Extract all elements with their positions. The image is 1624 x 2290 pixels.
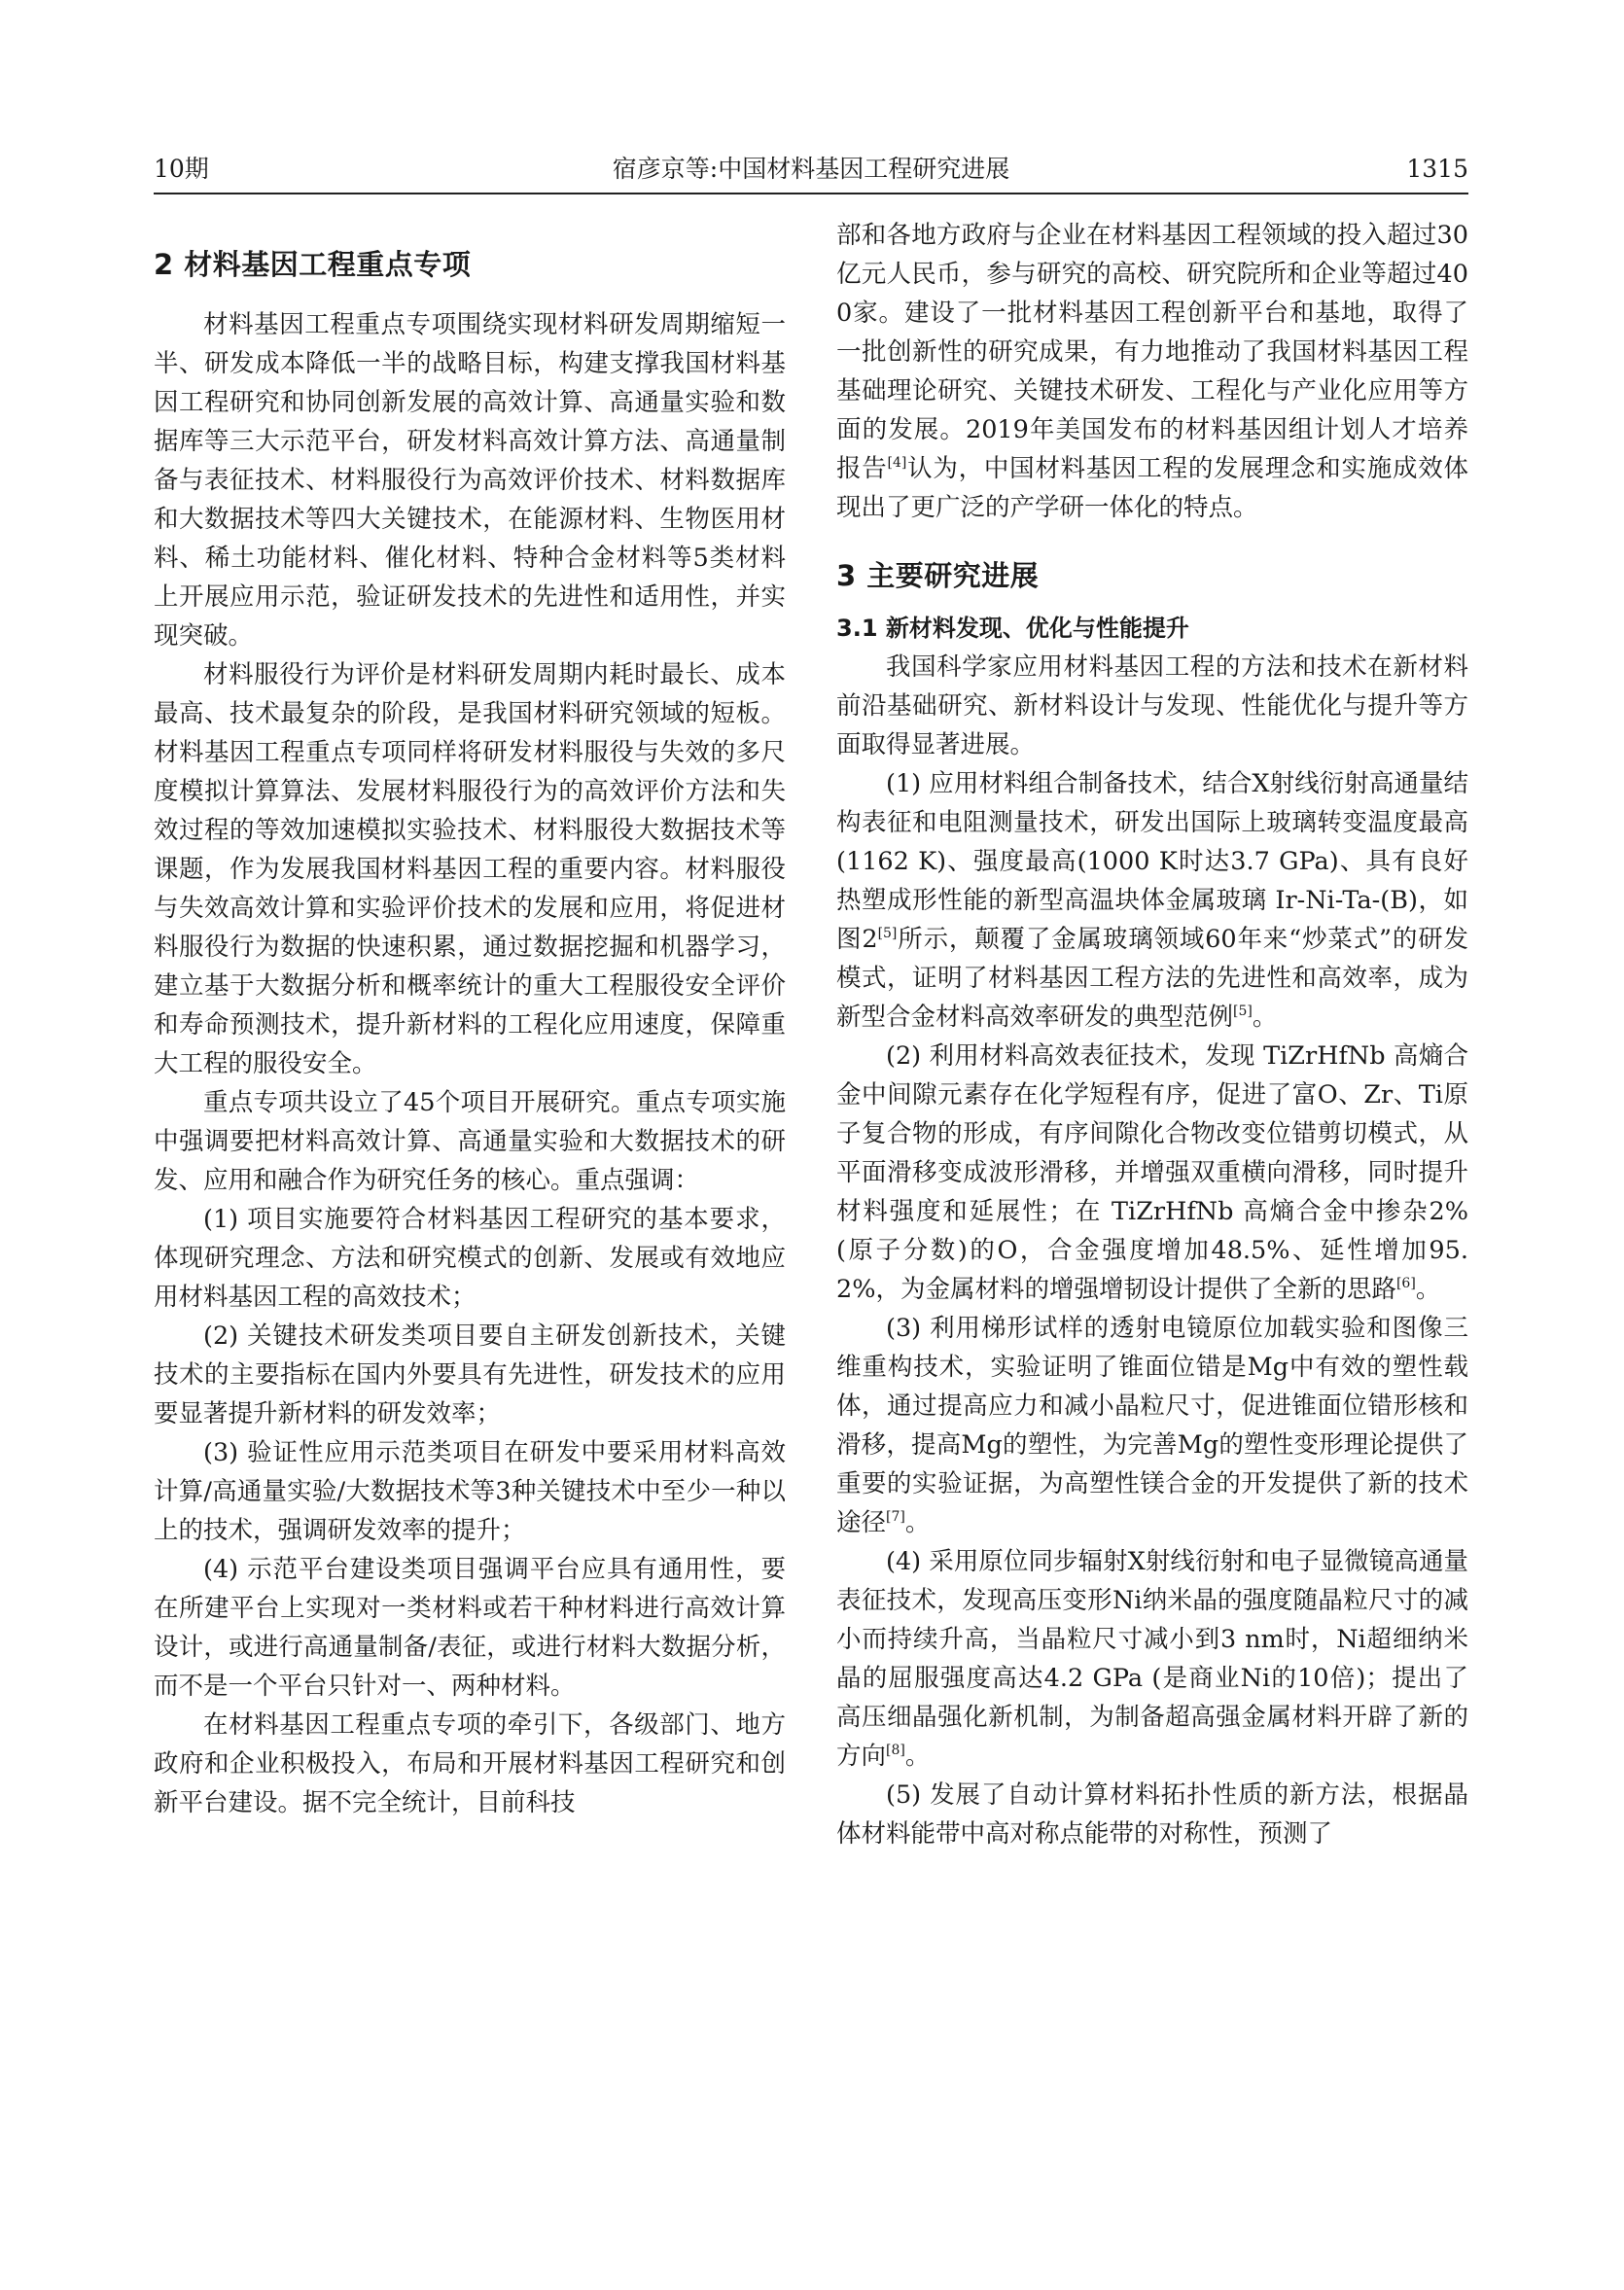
right-column [836, 216, 1468, 1853]
paragraph-text: 部和各地方政府与企业在材料基因工程领域的投入超过30亿元人民币，参与研究的高校、研究院所和企业等超过400家。建设了一批材料基因工程创新平台和基地，取得了一批创新性的研究成果，有力地推动了我国材料基因工程基础理论研究、关键技术研发、工程化与产业化应用等方面的发展。2019年美国发布的材料基因组计划人才培养报告 [836, 221, 1468, 483]
section-heading-3: 3 主要研究进展 [836, 559, 1040, 592]
section-heading-2: 2 材料基因工程重点专项 [154, 248, 472, 281]
running-head [154, 148, 1468, 191]
subsection-heading-3-1: 3.1 新材料发现、优化与性能提升 [836, 615, 1189, 642]
paragraph: 我国科学家应用材料基因工程的方法和技术在新材料前沿基础研究、新材料设计与发现、性能优化与提升等方面取得显著进展。 [836, 652, 1468, 759]
paragraph-text: (4) 采用原位同步辐射X射线衍射和电子显微镜高通量表征技术，发现高压变形Ni纳米晶的强度随晶粒尺寸的减小而持续升高，当晶粒尺寸减小到3 nm时，Ni超细纳米晶的屈服强度高达4.2 GPa (是商业Ni的10倍)；提出了高压细晶强化新机制，为制备超高强金属材料开辟了新的方向 [836, 1547, 1468, 1771]
citation-ref[interactable]: [5] [1233, 1004, 1253, 1019]
list-item: (1) 项目实施要符合材料基因工程研究的基本要求，体现研究理念、方法和研究模式的创新、发展或有效地应用材料基因工程的高效技术； [154, 1205, 786, 1312]
citation-ref[interactable]: [6] [1395, 1276, 1416, 1291]
header-rule [154, 193, 1468, 194]
paragraph-text: 。 [1415, 1275, 1441, 1304]
paragraph-text: 。 [904, 1742, 931, 1771]
list-item: (2) 关键技术研发类项目要自主研发创新技术，关键技术的主要指标在国内外要具有先进性，研发技术的应用要显著提升新材料的研发效率； [154, 1321, 786, 1428]
left-column [154, 216, 786, 1822]
list-item [836, 1542, 1468, 1776]
list-item: (5) 发展了自动计算材料拓扑性质的新方法，根据晶体材料能带中高对称点能带的对称性，预测了 [836, 1780, 1468, 1849]
page-number: 1315 [1406, 155, 1468, 183]
paragraph-text: 所示，颠覆了金属玻璃领域60年来“炒菜式”的研发模式，证明了材料基因工程方法的先进性和高效率，成为新型合金材料高效率研发的典型范例 [836, 925, 1468, 1032]
list-item [836, 764, 1468, 1037]
citation-ref[interactable]: [5] [877, 926, 898, 941]
list-item: (3) 验证性应用示范类项目在研发中要采用材料高效计算/高通量实验/大数据技术等3种关键技术中至少一种以上的技术，强调研发效率的提升； [154, 1438, 786, 1545]
issue-number: 10期 [154, 155, 209, 183]
list-item [836, 1037, 1468, 1309]
paragraph: 重点专项共设立了45个项目开展研究。重点专项实施中强调要把材料高效计算、高通量实验和大数据技术的研发、应用和融合作为研究任务的核心。重点强调： [154, 1088, 786, 1195]
paragraph-text: 。 [1252, 1003, 1278, 1032]
paragraph-text: (1) 应用材料组合制备技术，结合X射线衍射高通量结构表征和电阻测量技术，研发出国际上玻璃转变温度最高(1162 K)、强度最高(1000 K时达3.7 GPa)、具有良好热塑成形性能的新型高温块体金属玻璃 Ir-Ni-Ta-(B)，如图2 [836, 769, 1468, 954]
paragraph-text: (3) 利用梯形试样的透射电镜原位加载实验和图像三维重构技术，实验证明了锥面位错是Mg中有效的塑性载体，通过提高应力和减小晶粒尺寸，促进锥面位错形核和滑移，提高Mg的塑性，为完善Mg的塑性变形理论提供了重要的实验证据，为高塑性镁合金的开发提供了新的技术途径 [836, 1314, 1468, 1537]
paragraph: 在材料基因工程重点专项的牵引下，各级部门、地方政府和企业积极投入，布局和开展材料基因工程研究和创新平台建设。据不完全统计，目前科技 [154, 1710, 786, 1817]
list-item [836, 1309, 1468, 1542]
paragraph-text: 认为，中国材料基因工程的发展理念和实施成效体现出了更广泛的产学研一体化的特点。 [836, 454, 1468, 522]
list-item: (4) 示范平台建设类项目强调平台应具有通用性，要在所建平台上实现对一类材料或若干种材料进行高效计算设计，或进行高通量制备/表征，或进行材料大数据分析，而不是一个平台只针对一、两种材料。 [154, 1555, 786, 1701]
paragraph-text: (2) 利用材料高效表征技术，发现 TiZrHfNb 高熵合金中间隙元素存在化学短程有序，促进了富O、Zr、Ti原子复合物的形成，有序间隙化合物改变位错剪切模式，从平面滑移变成波形滑移，并增强双重横向滑移，同时提升材料强度和延展性；在 TiZrHfNb 高熵合金中掺杂2% (原子分数)的O，合金强度增加48.5%、延性增加95.2%，为金属材料的增强增韧设计提供了全新的思路 [836, 1041, 1468, 1304]
citation-ref[interactable]: [8] [886, 1743, 905, 1758]
citation-ref[interactable]: [7] [886, 1509, 905, 1525]
citation-ref[interactable]: [4] [887, 455, 907, 471]
running-title: 宿彦京等:中国材料基因工程研究进展 [612, 155, 1010, 183]
paragraph-text: 。 [904, 1508, 931, 1537]
paragraph: 材料基因工程重点专项围绕实现材料研发周期缩短一半、研发成本降低一半的战略目标，构建支撑我国材料基因工程研究和协同创新发展的高效计算、高通量实验和数据库等三大示范平台，研发材料高效计算方法、高通量制备与表征技术、材料服役行为高效评价技术、材料数据库和大数据技术等四大关键技术，在能源材料、生物医用材料、稀土功能材料、催化材料、特种合金材料等5类材料上开展应用示范，验证研发技术的先进性和适用性，并实现突破。 [154, 310, 786, 651]
continued-paragraph [836, 216, 1468, 527]
paragraph: 材料服役行为评价是材料研发周期内耗时最长、成本最高、技术最复杂的阶段，是我国材料研究领域的短板。材料基因工程重点专项同样将研发材料服役与失效的多尺度模拟计算算法、发展材料服役行为的高效评价方法和失效过程的等效加速模拟实验技术、材料服役大数据技术等课题，作为发展我国材料基因工程的重要内容。材料服役与失效高效计算和实验评价技术的发展和应用，将促进材料服役行为数据的快速积累，通过数据挖掘和机器学习，建立基于大数据分析和概率统计的重大工程服役安全评价和寿命预测技术，提升新材料的工程化应用速度，保障重大工程的服役安全。 [154, 660, 786, 1078]
